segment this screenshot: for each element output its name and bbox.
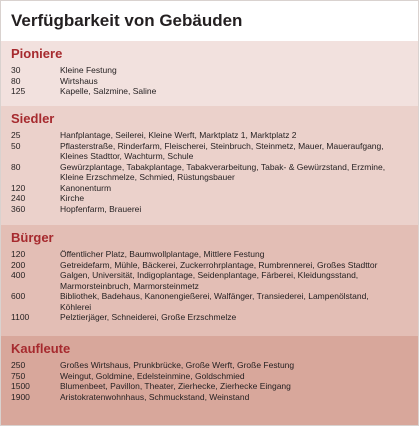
table-row xyxy=(1,76,418,87)
section-pioniere xyxy=(1,41,418,106)
population-count: 80 xyxy=(11,161,21,172)
table-row xyxy=(1,130,418,141)
population-count: 750 xyxy=(11,370,26,381)
building-list: Hopfenfarm, Brauerei xyxy=(60,203,142,214)
table-row xyxy=(1,162,418,183)
table-row xyxy=(1,204,418,215)
population-count: 120 xyxy=(11,182,26,193)
section-title-siedler: Siedler xyxy=(11,111,55,126)
building-list: Galgen, Universität, Indigoplantage, Seidenplantage, Färberei, Kleidungsstand, Marmorsteinbruch, Marmorsteinmetz xyxy=(60,270,359,291)
population-count: 200 xyxy=(11,259,26,270)
building-list: Getreidefarm, Mühle, Bäckerei, Zuckerrohrplantage, Rumbrennerei, Großes Stadttor xyxy=(60,259,378,270)
table-row xyxy=(1,360,418,371)
table-row xyxy=(1,392,418,403)
table-row xyxy=(1,86,418,97)
section-title-kaufleute: Kaufleute xyxy=(11,341,71,356)
section-kaufleute xyxy=(1,336,418,425)
building-list: Öffentlicher Platz, Baumwollplantage, Mittlere Festung xyxy=(60,249,265,259)
population-count: 1500 xyxy=(11,381,30,391)
building-list: Kanonenturm xyxy=(60,182,112,193)
page-title: Verfügbarkeit von Gebäuden xyxy=(1,1,418,41)
table-row xyxy=(1,291,418,312)
population-count: 240 xyxy=(11,193,26,203)
population-count: 120 xyxy=(11,249,26,259)
population-count: 1100 xyxy=(11,312,30,322)
table-row xyxy=(1,260,418,271)
building-list: Großes Wirtshaus, Prunkbrücke, Große Werft, Große Festung xyxy=(60,360,295,370)
building-list: Kapelle, Salzmine, Saline xyxy=(60,86,157,96)
table-row xyxy=(1,249,418,260)
section-siedler xyxy=(1,106,418,225)
table-row xyxy=(1,381,418,392)
table-row xyxy=(1,183,418,194)
building-list: Aristokratenwohnhaus, Schmuckstand, Weinstand xyxy=(60,391,250,402)
section-title-buerger: Bürger xyxy=(11,230,54,245)
section-title-pioniere: Pioniere xyxy=(11,46,63,61)
table-row xyxy=(1,193,418,204)
building-list: Pelztierjäger, Schneiderei, Große Erzschmelze xyxy=(60,312,237,322)
table-row xyxy=(1,141,418,162)
table-row xyxy=(1,65,418,76)
building-list: Kleine Festung xyxy=(60,65,117,75)
building-list: Bibliothek, Badehaus, Kanonengießerei, Walfänger, Transiederei, Lampenölstand, Köhlerei xyxy=(60,291,369,312)
population-count: 50 xyxy=(11,140,21,151)
building-list: Kirche xyxy=(60,193,85,203)
building-list: Blumenbeet, Pavillon, Theater, Zierhecke, Zierhecke Eingang xyxy=(60,381,291,391)
building-list: Wirtshaus xyxy=(60,75,98,86)
table-row xyxy=(1,270,418,291)
table-row xyxy=(1,371,418,382)
section-buerger xyxy=(1,225,418,336)
building-list: Pflasterstraße, Rinderfarm, Fleischerei, Steinbruch, Steinmetz, Mauer, Maueraufgang, Kleines Stadttor, Wachturm, Schule xyxy=(60,140,384,161)
building-list: Hanfplantage, Seilerei, Kleine Werft, Marktplatz 1, Marktplatz 2 xyxy=(60,130,297,140)
table-row xyxy=(1,312,418,323)
building-list: Weingut, Goldmine, Edelsteinmine, Goldschmied xyxy=(60,370,245,381)
population-count: 25 xyxy=(11,130,21,140)
population-count: 30 xyxy=(11,65,21,75)
population-count: 400 xyxy=(11,270,26,280)
population-count: 250 xyxy=(11,360,26,370)
population-count: 360 xyxy=(11,203,26,214)
population-count: 80 xyxy=(11,75,21,86)
building-list: Gewürzplantage, Tabakplantage, Tabakverarbeitung, Tabak- & Gewürzstand, Erzmine, Kleine Erzschmelze, Schmied, Rüstungsbauer xyxy=(60,161,386,182)
population-count: 1900 xyxy=(11,391,30,402)
population-count: 125 xyxy=(11,86,26,96)
population-count: 600 xyxy=(11,291,26,301)
